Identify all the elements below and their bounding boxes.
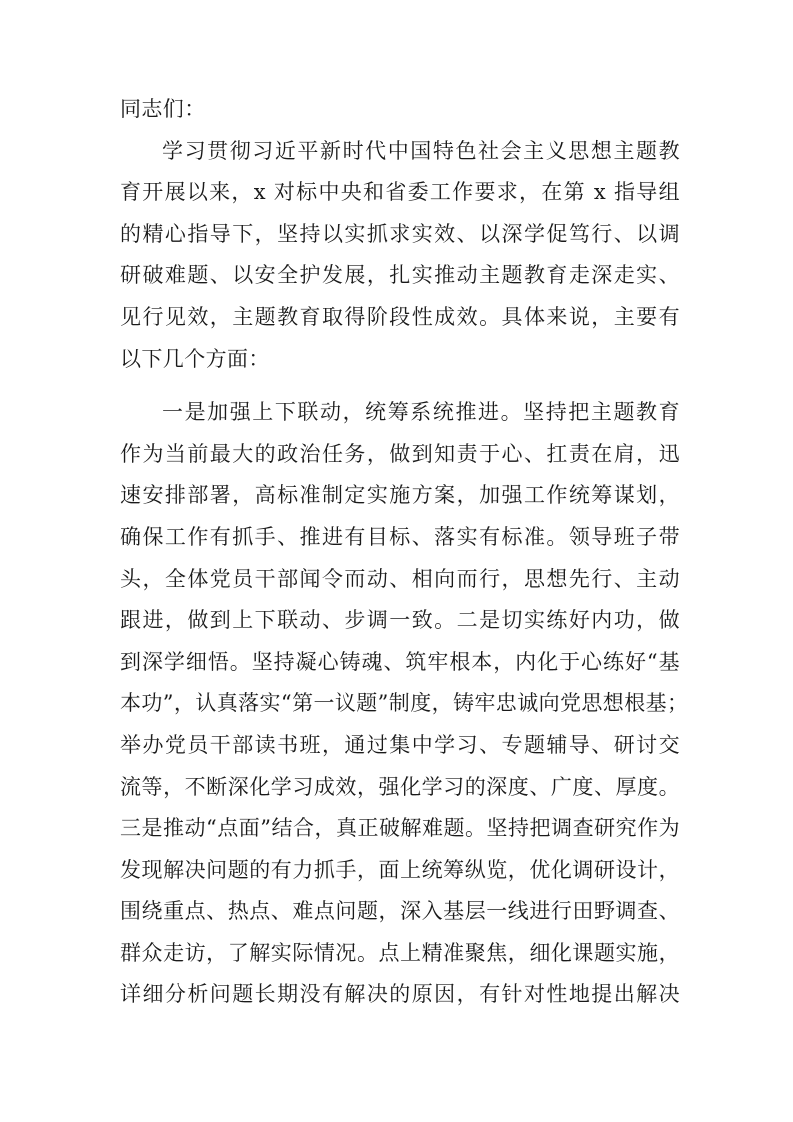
- paragraph-line: 发现解决问题的有力抓手，面上统筹纵览，优化调研设计，: [120, 857, 680, 882]
- paragraph-line: 速安排部署，高标准制定实施方案，加强工作统筹谋划，: [120, 483, 680, 508]
- paragraph-line: 三是推动“点面”结合，真正破解难题。坚持把调查研究作为: [120, 816, 680, 841]
- paragraph-line: 的精心指导下，坚持以实抓求实效、以深学促笃行、以调: [120, 221, 680, 246]
- paragraph-line: 一是加强上下联动，统筹系统推进。坚持把主题教育: [162, 400, 680, 425]
- salutation: 同志们：: [120, 97, 206, 121]
- paragraph-line: 研破难题、以安全护发展，扎实推动主题教育走深走实、: [120, 263, 680, 288]
- paragraph-line: 确保工作有抓手、推进有目标、落实有标准。领导班子带: [120, 524, 680, 549]
- paragraph-line: 流等，不断深化学习成效，强化学习的深度、广度、厚度。: [120, 774, 680, 799]
- paragraph-2: [120, 392, 689, 1016]
- paragraph-line: 围绕重点、热点、难点问题，深入基层一线进行田野调查、: [120, 899, 680, 924]
- paragraph-line: 本功”，认真落实“第一议题”制度，铸牢忠诚向党思想根基；: [120, 691, 689, 716]
- paragraph-line: 详细分析问题长期没有解决的原因，有针对性地提出解决: [120, 982, 680, 1007]
- paragraph-line: 以下几个方面：: [120, 346, 270, 371]
- paragraph-gap: [120, 380, 680, 392]
- paragraph-line: 跟进，做到上下联动、步调一致。二是切实练好内功，做: [120, 608, 680, 633]
- document-body: [120, 89, 689, 1016]
- paragraph-line: 群众走访，了解实际情况。点上精准聚焦，细化课题实施，: [120, 940, 680, 965]
- paragraph-line: 到深学细悟。坚持凝心铸魂、筑牢根本，内化于心练好“基: [120, 649, 680, 674]
- paragraph-line: 举办党员干部读书班，通过集中学习、专题辅导、研讨交: [120, 732, 680, 757]
- paragraph-line: 育开展以来，x 对标中央和省委工作要求，在第 x 指导组: [120, 180, 680, 205]
- paragraph-line: 学习贯彻习近平新时代中国特色社会主义思想主题教: [162, 138, 680, 163]
- paragraph-line: 头，全体党员干部闻令而动、相向而行，思想先行、主动: [120, 566, 680, 591]
- paragraph-line: 作为当前最大的政治任务，做到知责于心、扛责在肩，迅: [120, 441, 680, 466]
- paragraph-line: 见行见效，主题教育取得阶段性成效。具体来说，主要有: [120, 304, 680, 329]
- paragraph-1: [120, 131, 680, 381]
